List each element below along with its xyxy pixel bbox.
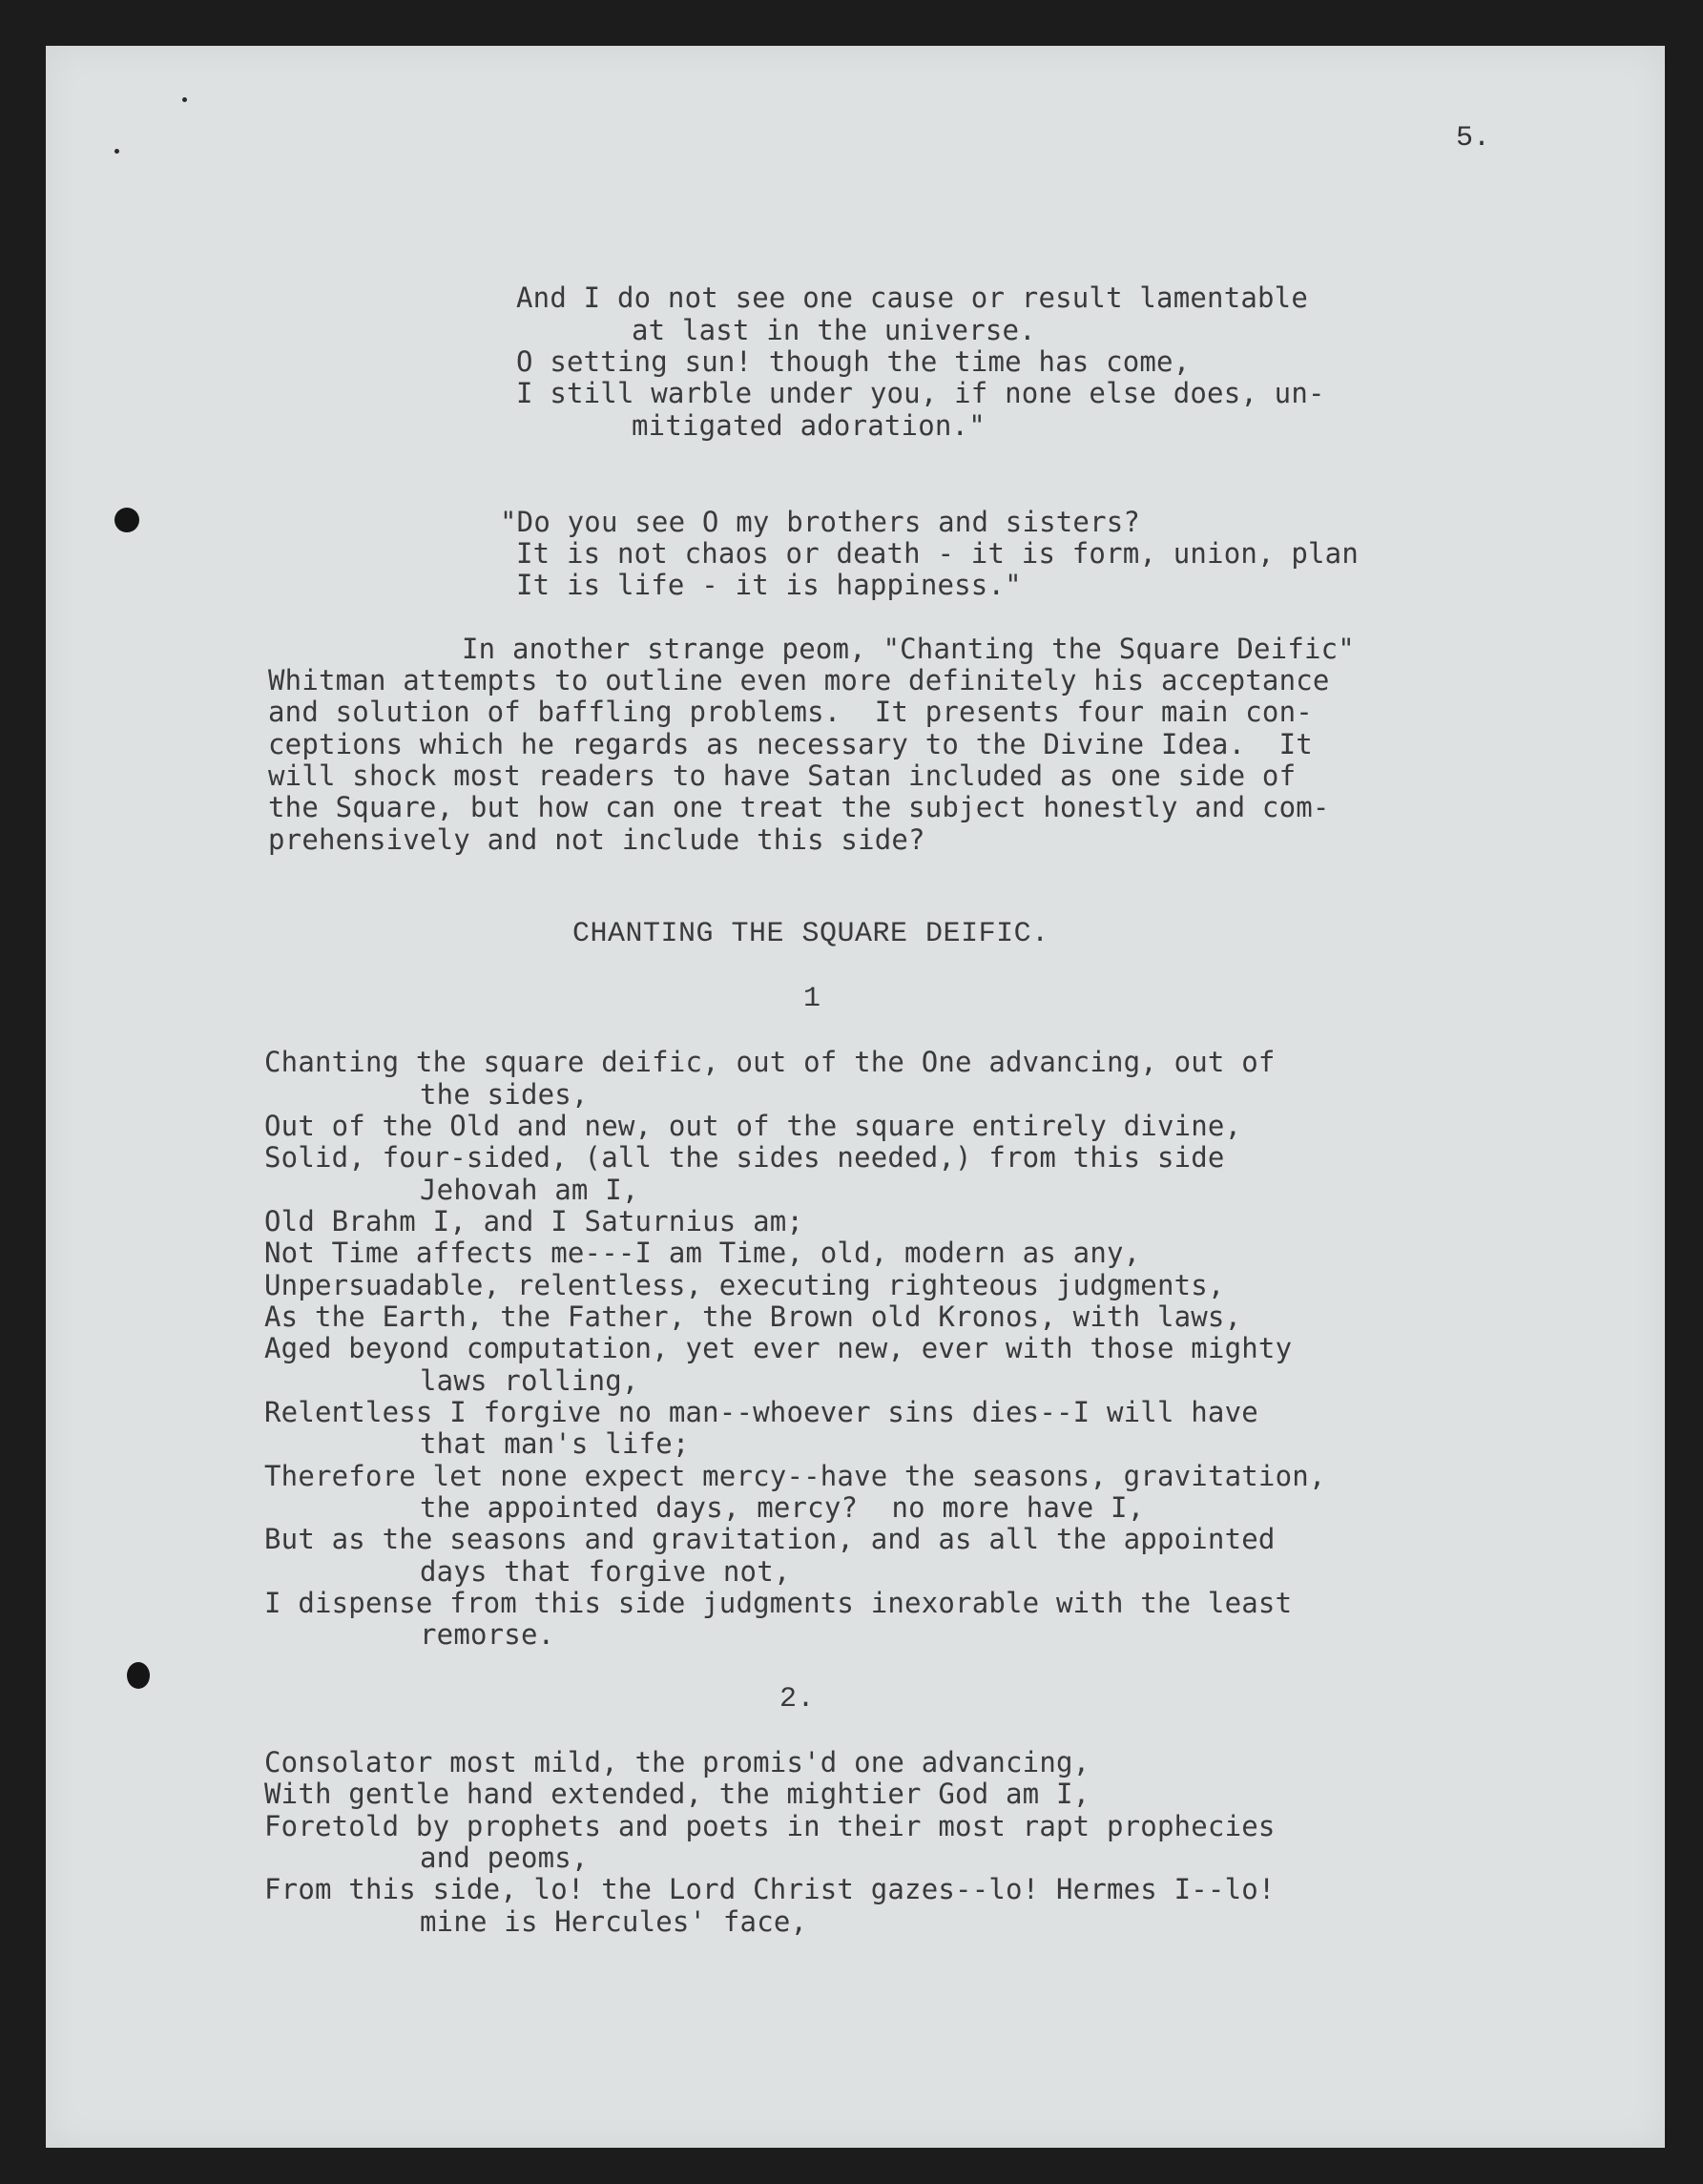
quote-line: And I do not see one cause or result lamentable [516, 281, 1308, 314]
poem-line: Old Brahm I, and I Saturnius am; [264, 1205, 804, 1238]
poem-line: Not Time affects me---I am Time, old, modern as any, [264, 1237, 1141, 1269]
poem-line: I dispense from this side judgments inexorable with the least [264, 1587, 1293, 1619]
poem-line: Therefore let none expect mercy--have the seasons, gravitation, [264, 1460, 1326, 1492]
quote-line: It is life - it is happiness." [516, 569, 1022, 601]
poem-line: the appointed days, mercy? no more have I, [420, 1491, 1145, 1524]
poem-title: CHANTING THE SQUARE DEIFIC. [572, 918, 1049, 950]
paragraph-line: the Square, but how can one treat the subject honestly and com- [268, 791, 1330, 823]
poem-line: From this side, lo! the Lord Christ gazes--lo! Hermes I--lo! [264, 1873, 1276, 1905]
poem-line: Jehovah am I, [420, 1174, 639, 1206]
punch-hole-bottom [127, 1662, 150, 1689]
quote-line: at last in the universe. [632, 314, 1036, 346]
poem-line: Relentless I forgive no man--whoever sins dies--I will have [264, 1396, 1258, 1428]
poem-line: the sides, [420, 1078, 589, 1111]
quote-line: "Do you see O my brothers and sisters? [500, 506, 1141, 538]
paragraph-line: Whitman attempts to outline even more definitely his acceptance [268, 664, 1330, 697]
paragraph-line: prehensively and not include this side? [268, 823, 925, 856]
poem-line: Consolator most mild, the promis'd one advancing, [264, 1746, 1090, 1778]
poem-line: Aged beyond computation, yet ever new, ever with those mighty [264, 1332, 1293, 1364]
page-number: 5. [1456, 122, 1491, 155]
poem-line: and peoms, [420, 1841, 589, 1874]
poem-line: Unpersuadable, relentless, executing righteous judgments, [264, 1269, 1225, 1301]
poem-line: Chanting the square deific, out of the One advancing, out of [264, 1046, 1276, 1078]
quote-line: It is not chaos or death - it is form, union, plan [516, 537, 1359, 570]
ink-speck [182, 97, 187, 102]
paragraph-line: In another strange peom, "Chanting the Square Deific" [462, 633, 1355, 665]
poem-line: With gentle hand extended, the mightier God am I, [264, 1778, 1090, 1810]
punch-hole-top [114, 508, 139, 532]
poem-line: But as the seasons and gravitation, and as all the appointed [264, 1523, 1276, 1555]
quote-line: I still warble under you, if none else does, un- [516, 377, 1325, 409]
poem-line: Out of the Old and new, out of the square entirely divine, [264, 1110, 1242, 1142]
poem-line: days that forgive not, [420, 1555, 791, 1588]
ink-speck [114, 149, 119, 154]
poem-line: Solid, four-sided, (all the sides needed,) from this side [264, 1141, 1225, 1174]
section-number-2: 2. [779, 1683, 816, 1716]
poem-line: As the Earth, the Father, the Brown old Kronos, with laws, [264, 1300, 1242, 1333]
poem-line: Foretold by prophets and poets in their most rapt prophecies [264, 1810, 1276, 1842]
quote-line: mitigated adoration." [632, 409, 986, 442]
section-number-1: 1 [803, 983, 821, 1015]
poem-line: laws rolling, [420, 1364, 639, 1397]
quote-line: O setting sun! though the time has come, [516, 345, 1191, 378]
paragraph-line: ceptions which he regards as necessary to the Divine Idea. It [268, 728, 1313, 760]
paragraph-line: will shock most readers to have Satan included as one side of [268, 759, 1297, 792]
poem-line: mine is Hercules' face, [420, 1905, 808, 1938]
poem-line: remorse. [420, 1618, 555, 1651]
poem-line: that man's life; [420, 1427, 690, 1460]
paragraph-line: and solution of baffling problems. It presents four main con- [268, 696, 1313, 728]
